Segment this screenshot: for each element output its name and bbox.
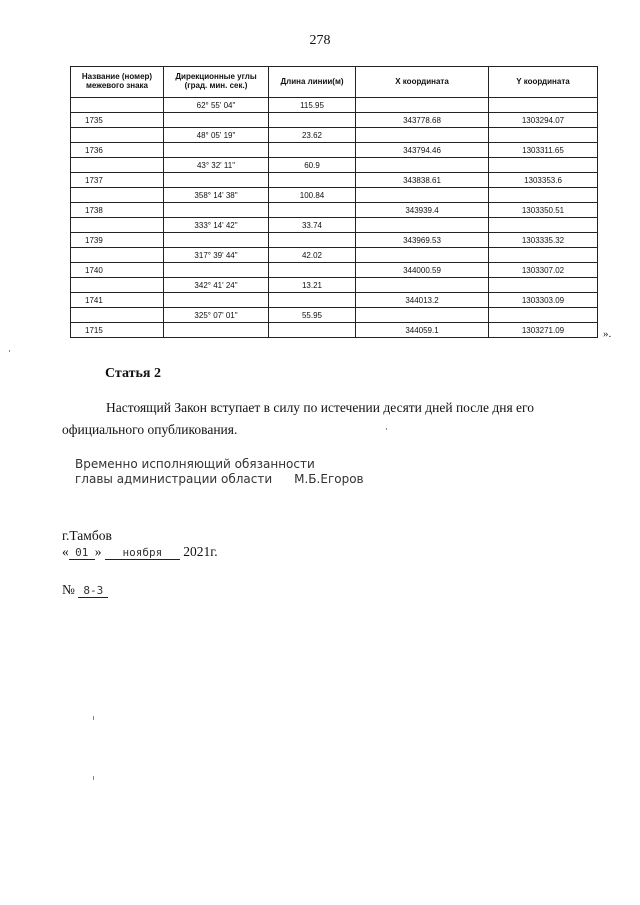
cell-length <box>269 233 356 248</box>
cell-point: 1736 <box>71 143 164 158</box>
date-year: 2021г. <box>183 544 218 559</box>
cell-x <box>356 278 489 293</box>
cell-length: 33.74 <box>269 218 356 233</box>
cell-x <box>356 158 489 173</box>
cell-length: 60.9 <box>269 158 356 173</box>
table-row <box>71 308 598 323</box>
cell-point: 1739 <box>71 233 164 248</box>
cell-y <box>489 158 598 173</box>
cell-y <box>489 218 598 233</box>
cell-angle: 358° 14' 38" <box>164 188 269 203</box>
cell-y <box>489 248 598 263</box>
table-row <box>71 158 598 173</box>
signature-position-line2 <box>75 472 364 487</box>
header-length: Длина линии(м) <box>269 67 356 98</box>
cell-length <box>269 263 356 278</box>
date-close-quote: » <box>94 544 102 559</box>
cell-x: 343778.68 <box>356 113 489 128</box>
cell-y <box>489 98 598 113</box>
scan-speck <box>93 776 94 780</box>
cell-angle <box>164 173 269 188</box>
date-month: ноября <box>105 546 180 560</box>
signature-position-text: главы администрации области <box>75 472 273 486</box>
cell-point: 1735 <box>71 113 164 128</box>
date-line <box>62 544 218 560</box>
table-row <box>71 218 598 233</box>
cell-y: 1303307.02 <box>489 263 598 278</box>
cell-angle: 342° 41' 24" <box>164 278 269 293</box>
article-text: Настоящий Закон вступает в силу по истечении десяти дней после дня его официального опубликования. <box>62 400 534 437</box>
number-label: № <box>62 582 75 597</box>
header-y: Y координата <box>489 67 598 98</box>
cell-angle <box>164 293 269 308</box>
article-title: Статья 2 <box>105 366 161 381</box>
cell-length <box>269 143 356 158</box>
header-point: Название (номер) межевого знака <box>71 67 164 98</box>
cell-angle: 43° 32' 11" <box>164 158 269 173</box>
cell-x: 344013.2 <box>356 293 489 308</box>
cell-point <box>71 158 164 173</box>
cell-x <box>356 248 489 263</box>
cell-point <box>71 248 164 263</box>
cell-point <box>71 188 164 203</box>
cell-length <box>269 203 356 218</box>
cell-point <box>71 218 164 233</box>
table-row <box>71 293 598 308</box>
number-line <box>62 582 108 598</box>
cell-length <box>269 293 356 308</box>
page-number: 278 <box>309 33 331 48</box>
table-row <box>71 173 598 188</box>
cell-y: 1303303.09 <box>489 293 598 308</box>
table-row <box>71 188 598 203</box>
cell-angle: 333° 14' 42" <box>164 218 269 233</box>
cell-angle <box>164 203 269 218</box>
cell-y: 1303350.51 <box>489 203 598 218</box>
signature-position-line1: Временно исполняющий обязанности <box>75 457 315 471</box>
coordinates-table <box>70 66 598 338</box>
cell-y: 1303353.6 <box>489 173 598 188</box>
cell-x: 343939.4 <box>356 203 489 218</box>
cell-x: 344000.59 <box>356 263 489 278</box>
cell-x <box>356 98 489 113</box>
cell-x <box>356 128 489 143</box>
cell-length <box>269 323 356 338</box>
cell-y: 1303311.65 <box>489 143 598 158</box>
table-row <box>71 98 598 113</box>
cell-x <box>356 218 489 233</box>
cell-length: 13.21 <box>269 278 356 293</box>
date-day: 01 <box>69 546 95 560</box>
cell-angle: 62° 55' 04" <box>164 98 269 113</box>
cell-angle: 48° 05' 19" <box>164 128 269 143</box>
cell-x: 343969.53 <box>356 233 489 248</box>
table-row <box>71 263 598 278</box>
place: г.Тамбов <box>62 528 112 543</box>
scan-speck <box>9 350 10 352</box>
scan-speck <box>93 716 94 720</box>
cell-x: 344059.1 <box>356 323 489 338</box>
cell-length: 55.95 <box>269 308 356 323</box>
table-row <box>71 323 598 338</box>
cell-point: 1741 <box>71 293 164 308</box>
header-x: X координата <box>356 67 489 98</box>
cell-point <box>71 278 164 293</box>
cell-point: 1737 <box>71 173 164 188</box>
signatory-name: М.Б.Егоров <box>294 472 364 486</box>
date-open-quote: « <box>62 544 69 559</box>
cell-point <box>71 308 164 323</box>
cell-y: 1303271.09 <box>489 323 598 338</box>
table-header-row <box>71 67 598 98</box>
signature-block <box>75 457 364 487</box>
table-row <box>71 113 598 128</box>
header-angle: Дирекционные углы (град. мин. сек.) <box>164 67 269 98</box>
cell-length: 100.84 <box>269 188 356 203</box>
cell-length <box>269 113 356 128</box>
cell-y <box>489 188 598 203</box>
cell-angle <box>164 143 269 158</box>
table-row <box>71 143 598 158</box>
cell-point: 1740 <box>71 263 164 278</box>
cell-angle <box>164 113 269 128</box>
cell-point: 1738 <box>71 203 164 218</box>
table-row <box>71 233 598 248</box>
table-body <box>71 98 598 338</box>
cell-x: 343838.61 <box>356 173 489 188</box>
number-value: 8-З <box>78 584 108 598</box>
table-row <box>71 128 598 143</box>
cell-y: 1303294.07 <box>489 113 598 128</box>
cell-x <box>356 188 489 203</box>
cell-y <box>489 308 598 323</box>
cell-length: 115.95 <box>269 98 356 113</box>
table-row <box>71 248 598 263</box>
cell-angle <box>164 233 269 248</box>
scan-speck <box>386 428 387 430</box>
cell-x <box>356 308 489 323</box>
cell-length <box>269 173 356 188</box>
cell-angle: 317° 39' 44" <box>164 248 269 263</box>
cell-point <box>71 128 164 143</box>
cell-length: 23.62 <box>269 128 356 143</box>
cell-angle: 325° 07' 01" <box>164 308 269 323</box>
table-row <box>71 203 598 218</box>
cell-y: 1303335.32 <box>489 233 598 248</box>
cell-angle <box>164 263 269 278</box>
cell-point: 1715 <box>71 323 164 338</box>
table-row <box>71 278 598 293</box>
cell-x: 343794.46 <box>356 143 489 158</box>
cell-y <box>489 278 598 293</box>
closing-quote: ». <box>603 328 612 340</box>
cell-angle <box>164 323 269 338</box>
cell-length: 42.02 <box>269 248 356 263</box>
cell-point <box>71 98 164 113</box>
cell-y <box>489 128 598 143</box>
